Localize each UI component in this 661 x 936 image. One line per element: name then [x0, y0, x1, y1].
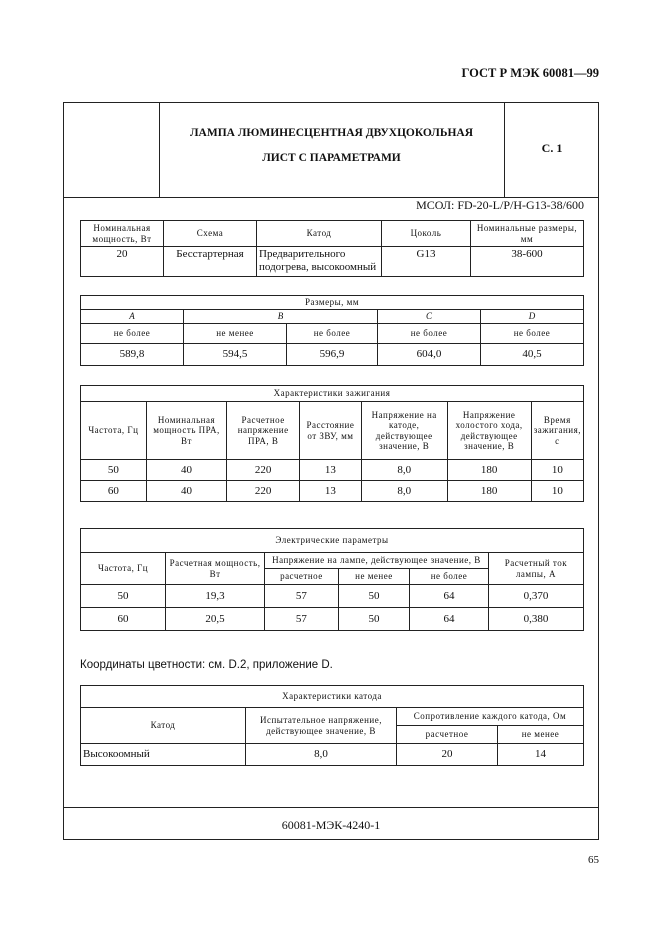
table-cell: 8,0	[246, 744, 397, 766]
sub-header: не более	[81, 324, 184, 344]
chromaticity-note: Координаты цветности: см. D.2, приложение D.	[80, 659, 333, 671]
table-title: Размеры, мм	[81, 296, 584, 310]
col-header: Номинальные размеры, мм	[471, 221, 584, 247]
table-cell: 8,0	[361, 481, 447, 502]
table-title: Электрические параметры	[81, 529, 584, 553]
table-cell: 180	[447, 460, 531, 481]
table-cell: 10	[531, 460, 583, 481]
table-cell: 19,3	[166, 585, 265, 608]
col-header: Испытательное напряжение, действующее значение, В	[246, 708, 397, 744]
col-header: Схема	[164, 221, 257, 247]
table-cell: 180	[447, 481, 531, 502]
col-header: Катод	[257, 221, 382, 247]
ignition-table	[80, 385, 584, 502]
table-cell: 596,9	[287, 344, 378, 366]
table-cell: 10	[531, 481, 583, 502]
col-header: Катод	[81, 708, 246, 744]
cathode-table	[80, 685, 584, 766]
table-title: Характеристики катода	[81, 686, 584, 708]
table-cell: 220	[227, 460, 300, 481]
table-cell: 50	[81, 585, 166, 608]
table-cell: 60	[81, 481, 147, 502]
table-cell: 594,5	[184, 344, 287, 366]
standard-header: ГОСТ Р МЭК 60081—99	[461, 66, 599, 80]
lamp-info-table	[80, 220, 584, 277]
sheet-subtitle: ЛИСТ С ПАРАМЕТРАМИ	[262, 152, 401, 164]
dimensions-table	[80, 295, 584, 366]
sheet-title: ЛАМПА ЛЮМИНЕСЦЕНТНАЯ ДВУХЦОКОЛЬНАЯ	[189, 127, 474, 139]
sub-header: не менее	[184, 324, 287, 344]
table-cell: 589,8	[81, 344, 184, 366]
table-cell: 8,0	[361, 460, 447, 481]
sub-header: не менее	[338, 569, 409, 585]
col-header: Расстояние от ЗВУ, мм	[300, 402, 362, 460]
table-cell: 40	[146, 481, 227, 502]
table-cell: 0,380	[488, 608, 583, 631]
table-cell: 13	[300, 460, 362, 481]
table-cell: 60	[81, 608, 166, 631]
sub-header: не более	[378, 324, 481, 344]
sub-header: расчетное	[264, 569, 338, 585]
table-cell: 13	[300, 481, 362, 502]
table-cell: 50	[338, 608, 409, 631]
col-header: Цоколь	[382, 221, 471, 247]
table-cell: 40,5	[481, 344, 584, 366]
table-cell: 57	[264, 608, 338, 631]
col-header: B	[184, 310, 378, 324]
col-header: D	[481, 310, 584, 324]
col-header: Напряжение на катоде, действующее значение, В	[361, 402, 447, 460]
col-header: C	[378, 310, 481, 324]
page-ref: С. 1	[541, 141, 563, 155]
table-cell: Высокоомный	[81, 744, 246, 766]
table-cell: Предварительного подогрева, высокоомный	[257, 247, 382, 277]
sheet-code: 60081-МЭК-4240-1	[281, 818, 381, 832]
table-cell: 0,370	[488, 585, 583, 608]
table-cell: 64	[410, 585, 489, 608]
table-cell: G13	[382, 247, 471, 277]
sub-header: не более	[410, 569, 489, 585]
electrical-table	[80, 528, 584, 631]
table-title: Характеристики зажигания	[81, 386, 584, 402]
sheet-frame	[63, 102, 599, 840]
page-number: 65	[588, 854, 599, 866]
col-header: Сопротивление каждого катода, Ом	[397, 708, 584, 726]
table-cell: 50	[81, 460, 147, 481]
table-cell: Бесстартерная	[164, 247, 257, 277]
col-header: Расчетный ток лампы, А	[488, 553, 583, 585]
col-header: Напряжение холостого хода, действующее значение, В	[447, 402, 531, 460]
col-header: Напряжение на лампе, действующее значение, В	[264, 553, 488, 569]
col-header: Частота, Гц	[81, 553, 166, 585]
table-cell: 220	[227, 481, 300, 502]
col-header: A	[81, 310, 184, 324]
col-header: Частота, Гц	[81, 402, 147, 460]
lamp-designation: МСОЛ: FD-20-L/P/H-G13-38/600	[416, 198, 584, 212]
table-cell: 14	[498, 744, 584, 766]
col-header: Расчетная мощность, Вт	[166, 553, 265, 585]
sub-header: не более	[287, 324, 378, 344]
table-cell: 50	[338, 585, 409, 608]
table-cell: 57	[264, 585, 338, 608]
col-header: Расчетное напряжение ПРА, В	[227, 402, 300, 460]
sub-header: не менее	[498, 726, 584, 744]
table-cell: 38-600	[471, 247, 584, 277]
col-header: Номинальная мощность, Вт	[81, 221, 164, 247]
col-header: Время зажигания, с	[531, 402, 583, 460]
table-cell: 64	[410, 608, 489, 631]
col-header: Номинальная мощность ПРА, Вт	[146, 402, 227, 460]
table-cell: 20	[81, 247, 164, 277]
table-cell: 40	[146, 460, 227, 481]
sub-header: не более	[481, 324, 584, 344]
table-cell: 20,5	[166, 608, 265, 631]
sub-header: расчетное	[397, 726, 498, 744]
table-cell: 20	[397, 744, 498, 766]
table-cell: 604,0	[378, 344, 481, 366]
